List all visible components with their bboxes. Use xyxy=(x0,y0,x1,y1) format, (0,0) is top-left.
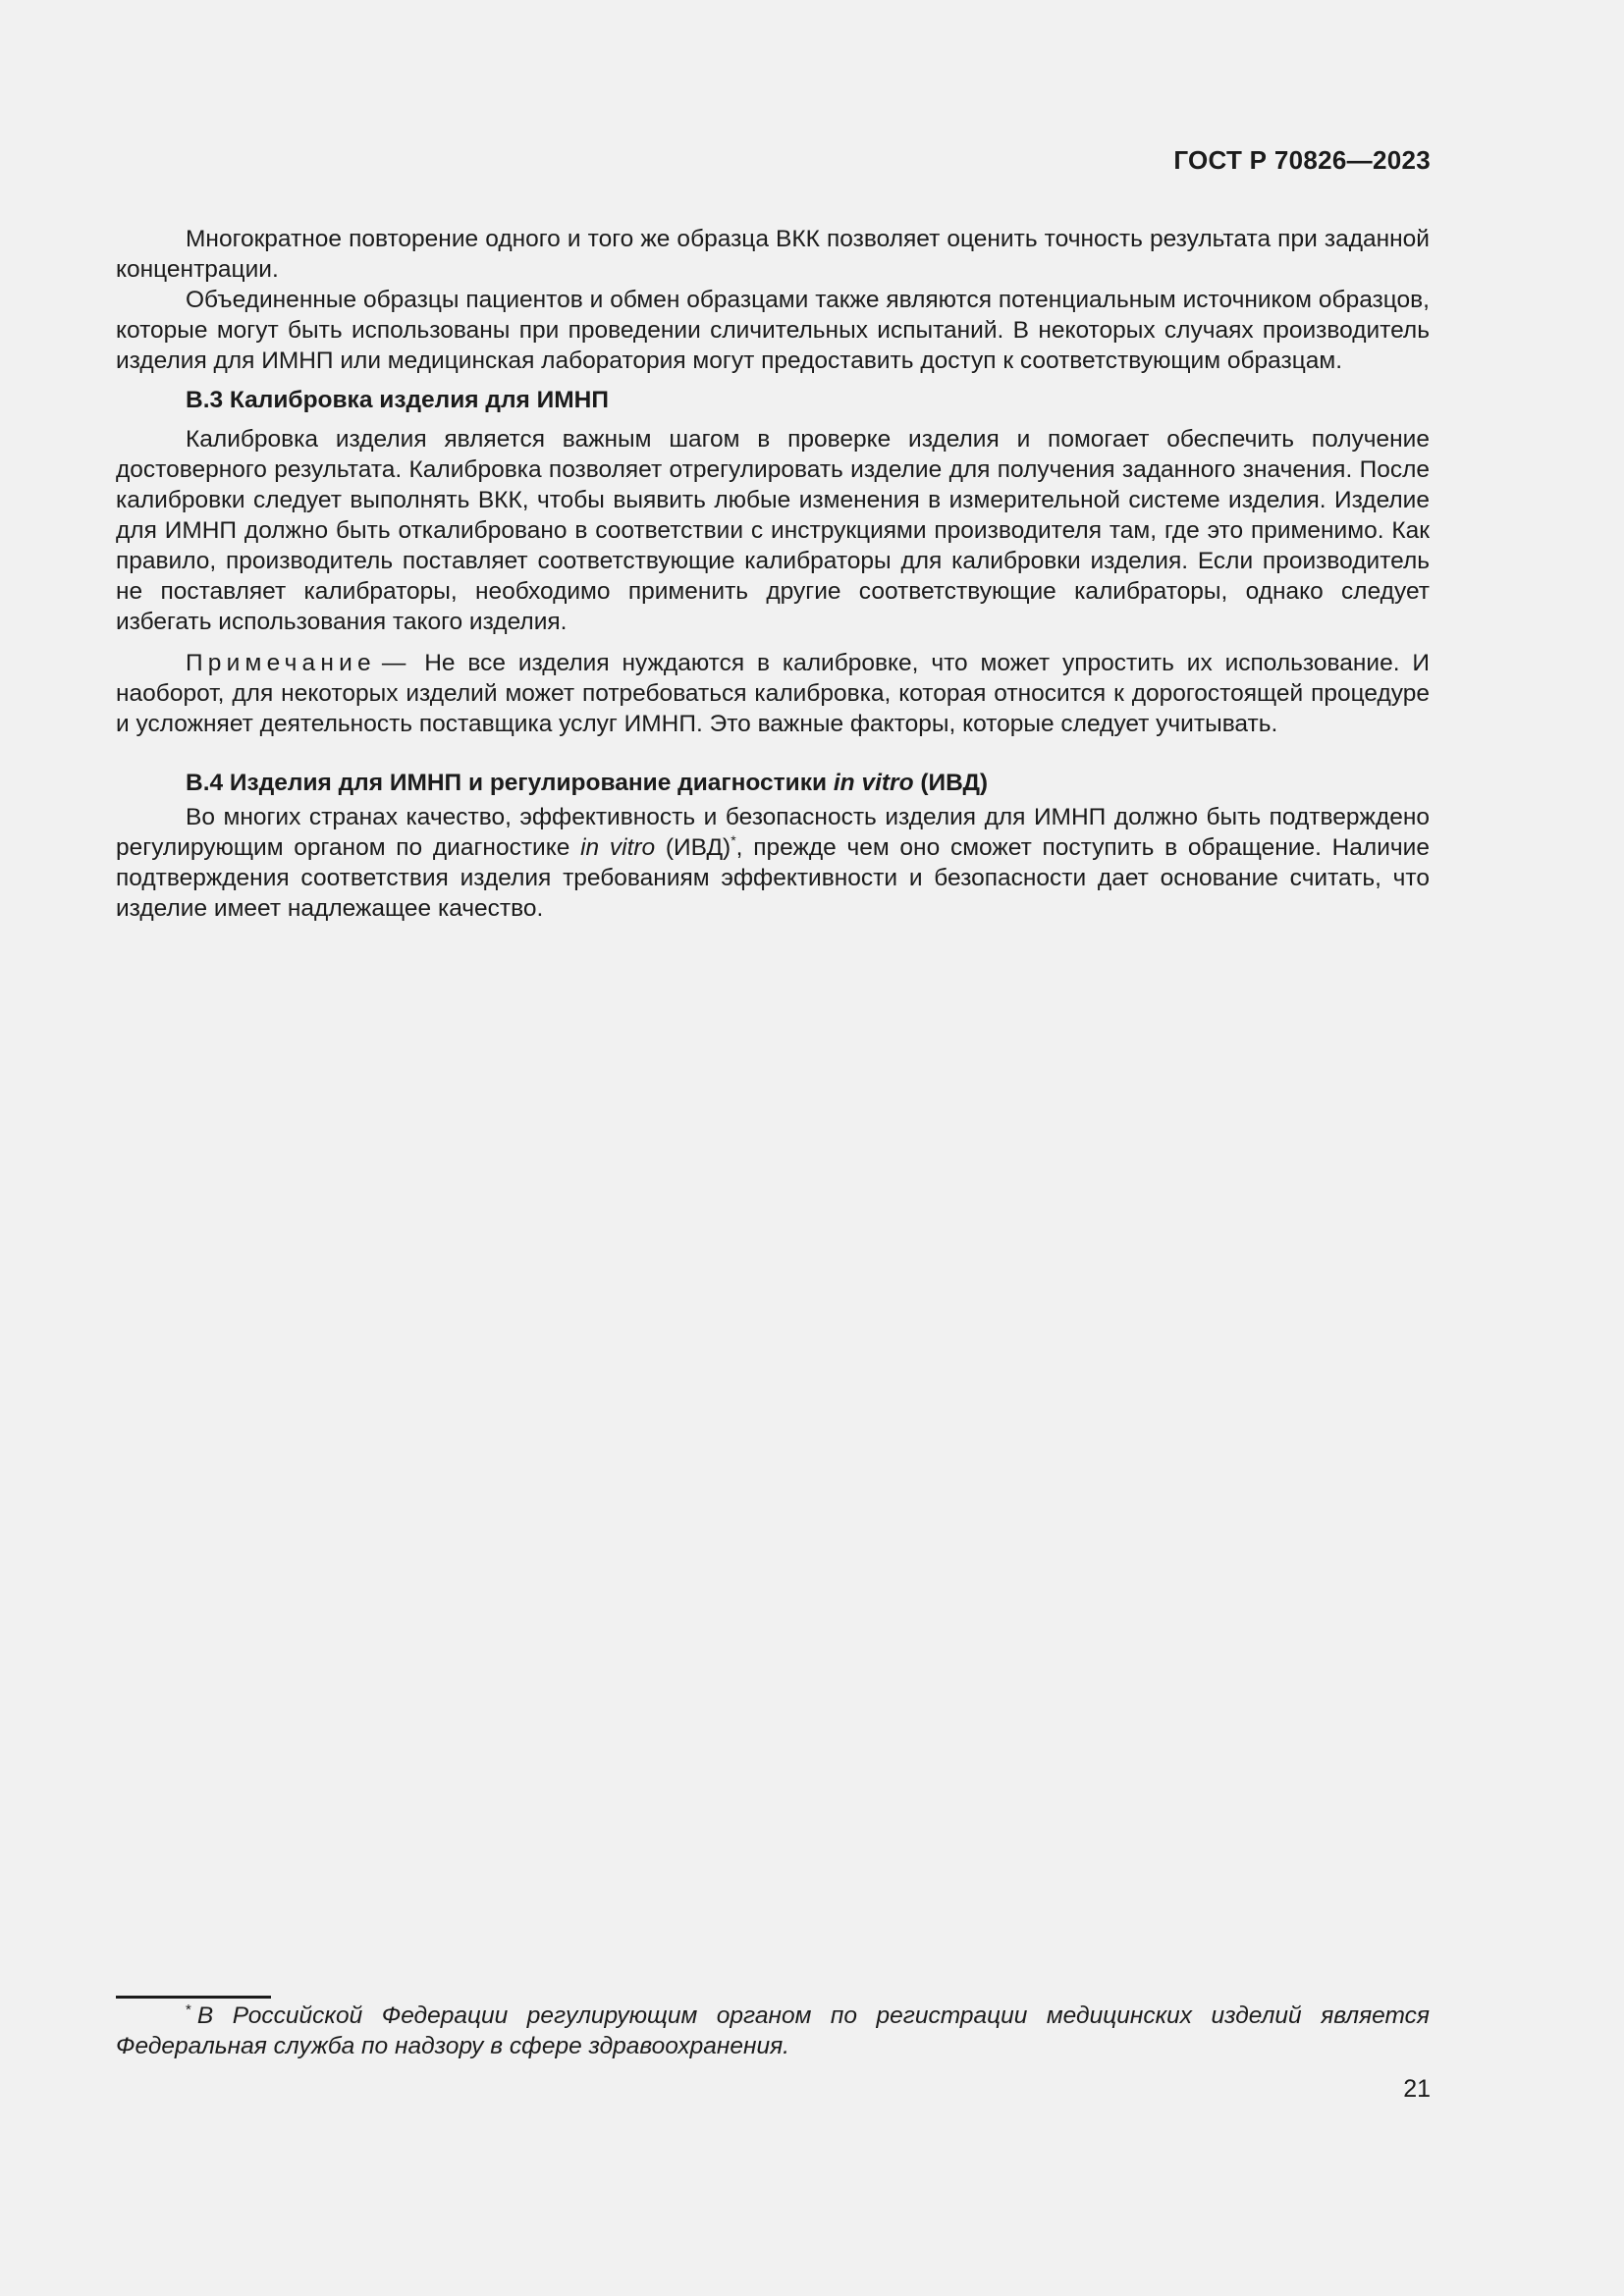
page-number: 21 xyxy=(1403,2075,1431,2103)
note-dash: — xyxy=(381,650,406,676)
footnote-text-paragraph xyxy=(116,2001,1430,2061)
para4-mid: (ИВД) xyxy=(655,834,731,861)
para4-pre: Во многих странах качество, эффективность и безопасность изделия для ИМНП должно быть подтверждено регулирующим органом по диагностике xyxy=(116,804,1430,861)
section-heading-b4-italic: in vitro xyxy=(833,770,914,796)
para4-italic: in vitro xyxy=(580,834,656,861)
paragraph-repeat-sample: Многократное повторение одного и того же образца ВКК позволяет оценить точность результата при заданной концентрации. xyxy=(116,226,1430,283)
paragraph-pooled-samples: Объединенные образцы пациентов и обмен образцами также являются потенциальным источником образцов, которые могут быть использованы при проведении сличительных испытаний. В некоторых случаях производитель изделия для ИМНП или медицинская лаборатория могут предоставить доступ к соответствующим образцам. xyxy=(116,287,1430,374)
footnote-mark: * xyxy=(186,2002,191,2018)
footnote-reference[interactable]: * xyxy=(731,832,736,848)
paragraph-ivd-regulation xyxy=(116,802,1430,924)
footnote xyxy=(116,2001,1430,2061)
para4-post: , прежде чем оно сможет поступить в обращение. Наличие подтверждения соответствия изделия требованиям эффективности и безопасности дает основание считать, что изделие имеет надлежащее качество. xyxy=(116,834,1430,922)
note-label: Примечание xyxy=(186,650,376,676)
footnote-text: В Российской Федерации регулирующим органом по регистрации медицинских изделий является Федеральная служба по надзору в сфере здравоохранения. xyxy=(116,2002,1430,2059)
footnote-separator xyxy=(116,1996,271,1999)
section-heading-b4-pre: В.4 Изделия для ИМНП и регулирование диагностики xyxy=(186,770,834,796)
paragraph-calibration: Калибровка изделия является важным шагом в проверке изделия и помогает обеспечить получение достоверного результата. Калибровка позволяет отрегулировать изделие для получения заданного значения. После калибровки следует выполнять ВКК, чтобы выявить любые изменения в измерительной системе изделия. Изделие для ИМНП должно быть откалибровано в соответствии с инструкциями производителя там, где это применимо. Как правило, производитель поставляет соответствующие калибраторы для калибровки изделия. Если производитель не поставляет калибраторы, необходимо применить другие соответствующие калибраторы, однако следует избегать использования такого изделия. xyxy=(116,426,1430,635)
main-text xyxy=(116,224,1430,924)
document-code-header: ГОСТ Р 70826—2023 xyxy=(1173,145,1431,175)
note-paragraph xyxy=(116,648,1430,739)
section-heading-b3: В.3 Калибровка изделия для ИМНП xyxy=(186,387,609,413)
section-heading-b4-post: (ИВД) xyxy=(913,770,989,796)
section-heading-b4 xyxy=(116,768,1430,798)
note-text: Не все изделия нуждаются в калибровке, что может упростить их использование. И наоборот, для некоторых изделий может потребоваться калибровка, которая относится к дорогостоящей процедуре и усложняет деятельность поставщика услуг ИМНП. Это важные факторы, которые следует учитывать. xyxy=(116,650,1430,737)
